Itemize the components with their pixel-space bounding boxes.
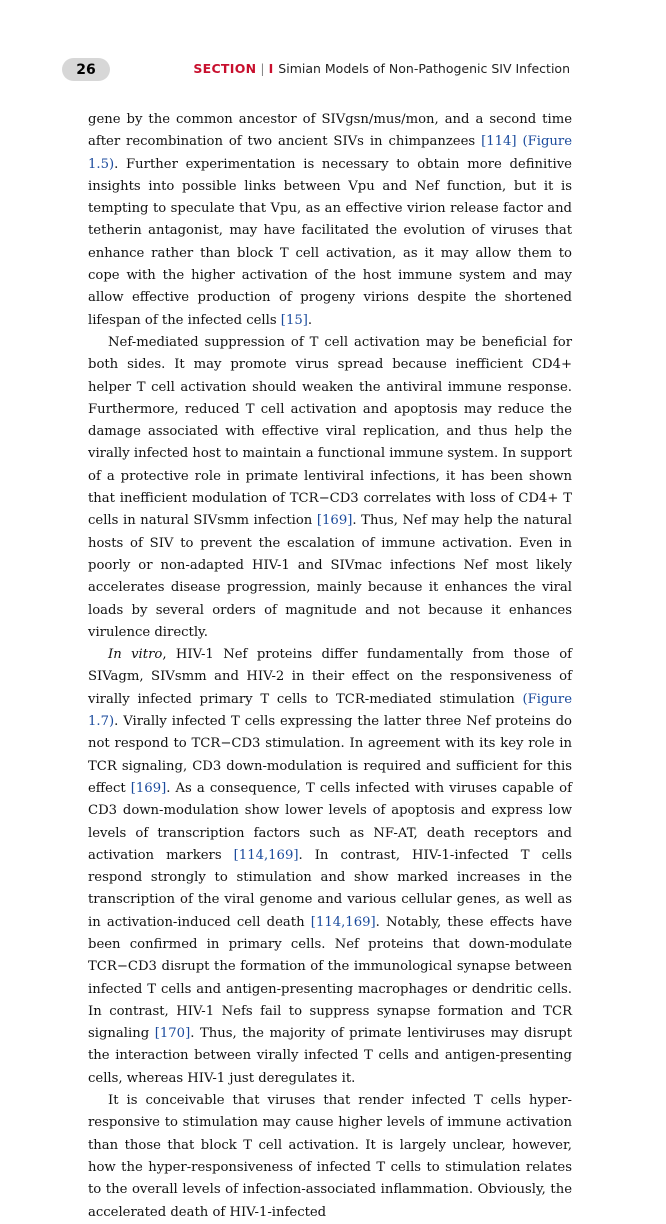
running-header: [0, 58, 666, 82]
text-run: . Virally infected T cells expressing the latter three Nef proteins do not respond to TCR−CD3 stimulation. In agreement with its key role in TCR signaling, CD3 down-modulation is required and sufficient for this effect: [88, 714, 572, 796]
text-run: It is conceivable that viruses that render infected T cells hyper-responsive to stimulation may cause higher levels of immune activation than those that block T cell activation. It is largely unclear, however, how the hyper-responsiveness of infected T cells to stimulation relates to the overall levels of infection-associated inflammation. Obviously, the accelerated death of HIV-1-infected: [88, 1093, 572, 1220]
section-number: I: [268, 61, 274, 76]
section-separator: |: [260, 61, 265, 76]
citation-link[interactable]: [114,169]: [310, 914, 376, 930]
text-run: . In contrast, HIV-1-infected T cells respond strongly to stimulation and show marked increases in the transcription of the viral genome and various cellular genes, as well as in activation-induced cell death: [88, 847, 572, 930]
text-run: .: [307, 312, 313, 328]
citation-link[interactable]: [169]: [316, 513, 353, 529]
citation-link[interactable]: [114,169]: [233, 847, 299, 863]
text-run: . Notably, these effects have been confirmed in primary cells. Nef proteins that down-modulate TCR−CD3 disrupt the formation of the immunological synapse between infected T cells and antigen-presenting macrophages or dendritic cells. In contrast, HIV-1 Nefs fail to suppress synapse formation and TCR signaling: [88, 914, 572, 1042]
text-run: . Further experimentation is necessary to obtain more definitive insights into possible links between Vpu and Nef function, but it is tempting to speculate that Vpu, as an effective virion release factor and tetherin antagonist, may have facilitated the evolution of viruses that enhance rather than block T cell activation, as it may allow them to cope with the higher activation of the host immune system and may allow effective production of progeny virions despite the shortened lifespan of the infected cells: [88, 156, 572, 328]
paragraph: [88, 109, 572, 332]
citation-link[interactable]: [114]: [481, 134, 517, 150]
text-run: . As a consequence, T cells infected with viruses capable of CD3 down-modulation show lower levels of apoptosis and express low levels of transcription factors such as NF-AT, death receptors and activation markers: [88, 780, 572, 863]
text-run: Nef-mediated suppression of T cell activation may be beneficial for both sides. It may promote virus spread because inefficient CD4+ helper T cell activation should weaken the antiviral immune response. Furthermore, reduced T cell activation and apoptosis may reduce the damage associated with effective viral replication, and thus help the virally infected host to maintain a functional immune system. In support of a protective role in primate lentiviral infections, it has been shown that inefficient modulation of TCR−CD3 correlates with loss of CD4+ T cells in natural SIVsmm infection: [88, 334, 572, 529]
section-label: SECTION: [193, 61, 257, 76]
text-run: gene by the common ancestor of SIVgsn/mus/mon, and a second time after recombination of two ancient SIVs in chimpanzees: [88, 112, 572, 150]
paragraph: [88, 332, 572, 644]
text-run: . Thus, Nef may help the natural hosts of SIV to prevent the escalation of immune activation. Even in poorly or non-adapted HIV-1 and SIVmac infections Nef most likely accelerates disease progression, mainly because it enhances the viral loads by several orders of magnitude and not because it enhances virulence directly.: [88, 513, 572, 640]
page-number: 26: [62, 58, 110, 81]
citation-link[interactable]: [15]: [280, 312, 308, 328]
italic-text: In vitro: [108, 647, 163, 663]
figure-link[interactable]: (Figure 1.7): [88, 691, 572, 730]
section-title: Simian Models of Non-Pathogenic SIV Infection: [278, 61, 570, 76]
text-run: . Thus, the majority of primate lentiviruses may disrupt the interaction between virally infected T cells and antigen-presenting cells, whereas HIV-1 just deregulates it.: [88, 1026, 572, 1086]
text-run: , HIV-1 Nef proteins differ fundamentally from those of SIVagm, SIVsmm and HIV-2 in their effect on the responsiveness of virally infected primary T cells to TCR-mediated stimulation: [88, 647, 573, 707]
paragraph: [88, 644, 572, 1090]
citation-link[interactable]: [170]: [154, 1026, 191, 1042]
section-heading: [193, 61, 570, 76]
paragraph: [88, 1090, 572, 1224]
citation-link[interactable]: [169]: [130, 780, 167, 796]
figure-link[interactable]: (Figure 1.5): [88, 134, 572, 172]
body-text: [88, 109, 572, 1224]
